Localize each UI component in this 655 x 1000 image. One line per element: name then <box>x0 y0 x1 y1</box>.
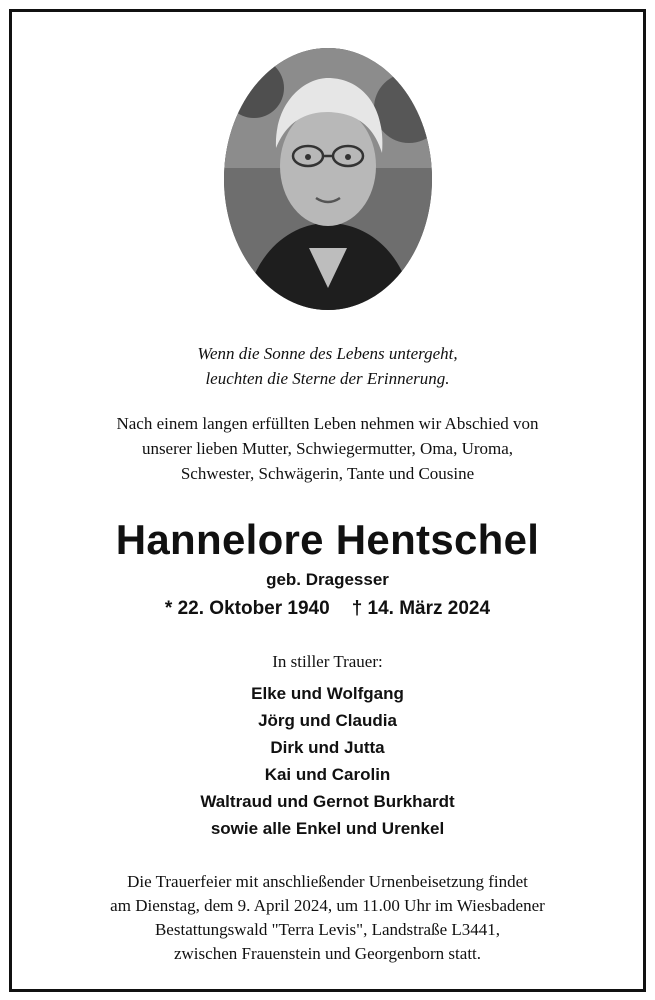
service-line: zwischen Frauenstein und Georgenborn statt. <box>173 944 482 963</box>
funeral-service-info <box>0 870 655 966</box>
mourner-entry: Dirk und Jutta <box>270 738 385 757</box>
mourner-entry: Jörg und Claudia <box>258 711 397 730</box>
birth-date: * 22. Oktober 1940 <box>164 598 330 619</box>
deceased-name: Hannelore Hentschel <box>115 516 540 563</box>
mourners-list <box>0 680 655 842</box>
mourning-heading: In stiller Trauer: <box>272 652 383 671</box>
farewell-line: Schwester, Schwägerin, Tante und Cousine <box>180 464 475 483</box>
farewell-text <box>0 411 655 486</box>
service-line: Die Trauerfeier mit anschließender Urnenbeisetzung findet <box>127 872 528 891</box>
service-line: Bestattungswald "Terra Levis", Landstraße L3441, <box>154 920 501 939</box>
portrait-photo <box>224 48 432 310</box>
birth-name: geb. Dragesser <box>266 570 389 589</box>
mourner-entry: sowie alle Enkel und Urenkel <box>210 819 445 838</box>
service-line: am Dienstag, dem 9. April 2024, um 11.00 Uhr im Wiesbadener <box>110 896 545 915</box>
life-dates <box>0 595 655 623</box>
mourner-entry: Waltraud und Gernot Burkhardt <box>200 792 455 811</box>
farewell-line: unserer lieben Mutter, Schwiegermutter, Oma, Uroma, <box>141 439 514 458</box>
death-date: † 14. März 2024 <box>351 598 491 619</box>
quote-line: leuchten die Sterne der Erinnerung. <box>205 369 450 388</box>
farewell-line: Nach einem langen erfüllten Leben nehmen wir Abschied von <box>116 414 539 433</box>
mourner-entry: Elke und Wolfgang <box>251 684 404 703</box>
mourner-entry: Kai und Carolin <box>264 765 391 784</box>
quote-line: Wenn die Sonne des Lebens untergeht, <box>197 344 458 363</box>
epitaph-quote <box>0 341 655 391</box>
